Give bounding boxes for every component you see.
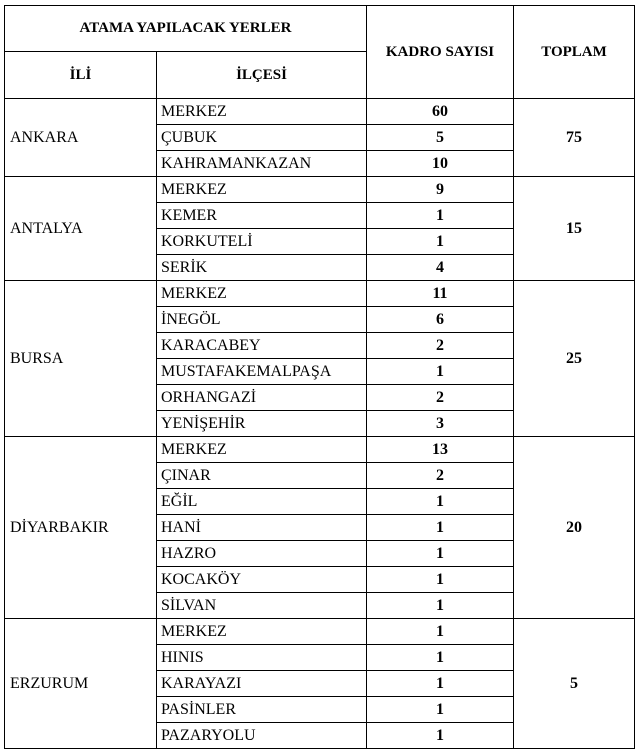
district-cell: HAZRO <box>157 541 367 567</box>
district-cell: MERKEZ <box>157 437 367 463</box>
district-cell: PASİNLER <box>157 697 367 723</box>
district-cell: KARAYAZI <box>157 671 367 697</box>
staff-count-cell: 1 <box>367 515 514 541</box>
district-cell: EĞİL <box>157 489 367 515</box>
district-cell: MERKEZ <box>157 177 367 203</box>
district-cell: SİLVAN <box>157 593 367 619</box>
staff-count-cell: 2 <box>367 333 514 359</box>
district-cell: MERKEZ <box>157 281 367 307</box>
staff-count-cell: 60 <box>367 99 514 125</box>
staff-count-cell: 1 <box>367 697 514 723</box>
total-cell: 5 <box>514 619 635 749</box>
province-cell: ANKARA <box>5 99 157 177</box>
table-row <box>5 437 635 463</box>
staff-count-cell: 1 <box>367 645 514 671</box>
district-cell: MERKEZ <box>157 619 367 645</box>
province-cell: BURSA <box>5 281 157 437</box>
staff-count-cell: 9 <box>367 177 514 203</box>
header-district: İLÇESİ <box>157 52 367 99</box>
staff-count-cell: 1 <box>367 567 514 593</box>
staff-count-cell: 1 <box>367 619 514 645</box>
total-cell: 25 <box>514 281 635 437</box>
staff-count-cell: 2 <box>367 463 514 489</box>
district-cell: SERİK <box>157 255 367 281</box>
table-row <box>5 177 635 203</box>
district-cell: ORHANGAZİ <box>157 385 367 411</box>
staff-count-cell: 2 <box>367 385 514 411</box>
district-cell: ÇINAR <box>157 463 367 489</box>
district-cell: MUSTAFAKEMALPAŞA <box>157 359 367 385</box>
district-cell: ÇUBUK <box>157 125 367 151</box>
district-cell: HINIS <box>157 645 367 671</box>
header-staff-count: KADRO SAYISI <box>367 6 514 99</box>
staff-count-cell: 1 <box>367 229 514 255</box>
staff-count-cell: 3 <box>367 411 514 437</box>
staff-count-cell: 11 <box>367 281 514 307</box>
staff-count-cell: 1 <box>367 593 514 619</box>
district-cell: KARACABEY <box>157 333 367 359</box>
table-row <box>5 281 635 307</box>
header-assignment-places: ATAMA YAPILACAK YERLER <box>5 6 367 52</box>
district-cell: HANİ <box>157 515 367 541</box>
district-cell: İNEGÖL <box>157 307 367 333</box>
province-cell: ERZURUM <box>5 619 157 749</box>
table-row <box>5 99 635 125</box>
total-cell: 15 <box>514 177 635 281</box>
district-cell: KEMER <box>157 203 367 229</box>
district-cell: KAHRAMANKAZAN <box>157 151 367 177</box>
district-cell: YENİŞEHİR <box>157 411 367 437</box>
staff-count-cell: 1 <box>367 671 514 697</box>
table-row <box>5 619 635 645</box>
staff-count-cell: 1 <box>367 489 514 515</box>
province-cell: ANTALYA <box>5 177 157 281</box>
assignment-table <box>4 5 635 749</box>
staff-count-cell: 10 <box>367 151 514 177</box>
district-cell: KOCAKÖY <box>157 567 367 593</box>
staff-count-cell: 5 <box>367 125 514 151</box>
staff-count-cell: 13 <box>367 437 514 463</box>
staff-count-cell: 1 <box>367 359 514 385</box>
district-cell: PAZARYOLU <box>157 723 367 749</box>
total-cell: 20 <box>514 437 635 619</box>
header-total: TOPLAM <box>514 6 635 99</box>
province-cell: DİYARBAKIR <box>5 437 157 619</box>
staff-count-cell: 6 <box>367 307 514 333</box>
staff-count-cell: 1 <box>367 203 514 229</box>
table-body <box>5 99 635 749</box>
district-cell: MERKEZ <box>157 99 367 125</box>
total-cell: 75 <box>514 99 635 177</box>
district-cell: KORKUTELİ <box>157 229 367 255</box>
header-province: İLİ <box>5 52 157 99</box>
staff-count-cell: 1 <box>367 541 514 567</box>
staff-count-cell: 4 <box>367 255 514 281</box>
staff-count-cell: 1 <box>367 723 514 749</box>
